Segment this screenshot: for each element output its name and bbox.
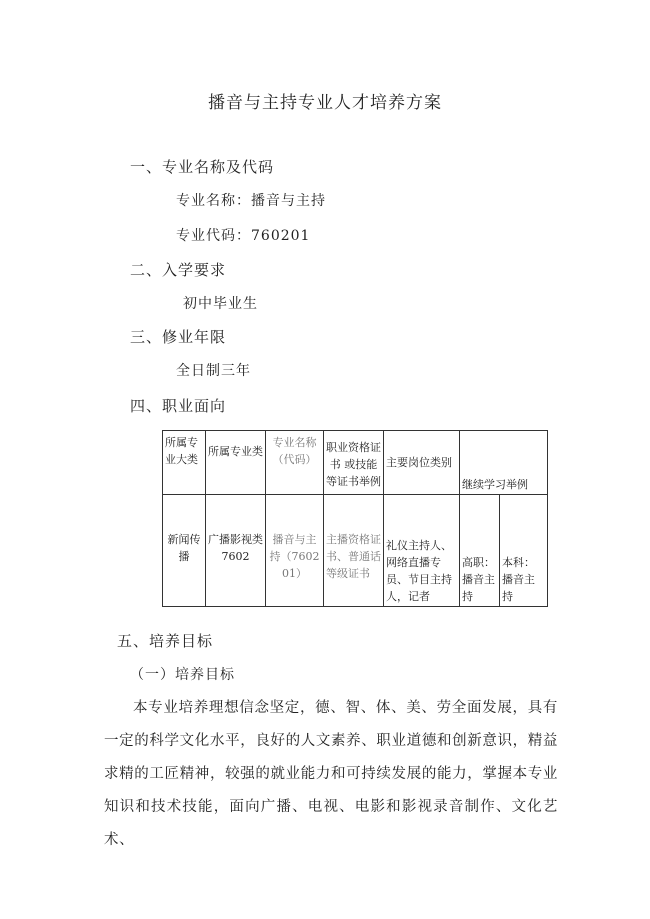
goals-paragraph-text: 本专业培养理想信念坚定，德、智、体、美、劳全面发展，具有一定的科学文化水平，良好的人文素养、职业道德和创新意识，精益求精的工匠精神，较强的就业能力和可持续发展的能力，掌握本专业知识和技术技能，面向广播、电视、电影和影视录音制作、文化艺术、 <box>104 700 558 848</box>
goals-paragraph <box>104 692 558 857</box>
section-heading-career: 四、职业面向 <box>130 397 227 415</box>
study-duration: 全日制三年 <box>176 363 251 379</box>
document-title: 播音与主持专业人才培养方案 <box>208 93 442 113</box>
section-heading-duration: 三、修业年限 <box>130 328 227 346</box>
cell-major-category: 新闻传播 <box>163 495 206 607</box>
cell-positions: 礼仪主持人、网络直播专员、节目主持人，记者 <box>384 495 460 607</box>
cell-further-study-undergraduate: 本科：播音主持 <box>500 495 548 607</box>
cell-major-name: 播音与主持（760201） <box>266 495 324 607</box>
major-code-line: 专业代码：760201 <box>176 228 311 244</box>
cell-major-class: 广播影视类7602 <box>206 495 266 607</box>
section-heading-goals: 五、培养目标 <box>117 632 214 650</box>
header-major-class: 所属专业类 <box>206 431 266 495</box>
header-major-category: 所属专业大类 <box>163 431 206 495</box>
career-table <box>162 430 548 607</box>
section-heading-major: 一、专业名称及代码 <box>130 158 275 176</box>
header-positions: 主要岗位类别 <box>384 431 460 495</box>
major-name-line: 专业名称：播音与主持 <box>176 193 326 209</box>
header-further-study: 继续学习举例 <box>460 431 548 495</box>
header-major-name: 专业名称（代码） <box>266 431 324 495</box>
cell-certificates: 主播资格证书、普通话等级证书 <box>324 495 384 607</box>
subsection-heading-goals: （一）培养目标 <box>130 667 235 683</box>
admission-requirement: 初中毕业生 <box>183 296 258 312</box>
header-certificates: 职业资格证书 或技能等证书举例 <box>324 431 384 495</box>
section-heading-admission: 二、入学要求 <box>130 261 227 279</box>
cell-further-study-vocational: 高职：播音主持 <box>460 495 500 607</box>
